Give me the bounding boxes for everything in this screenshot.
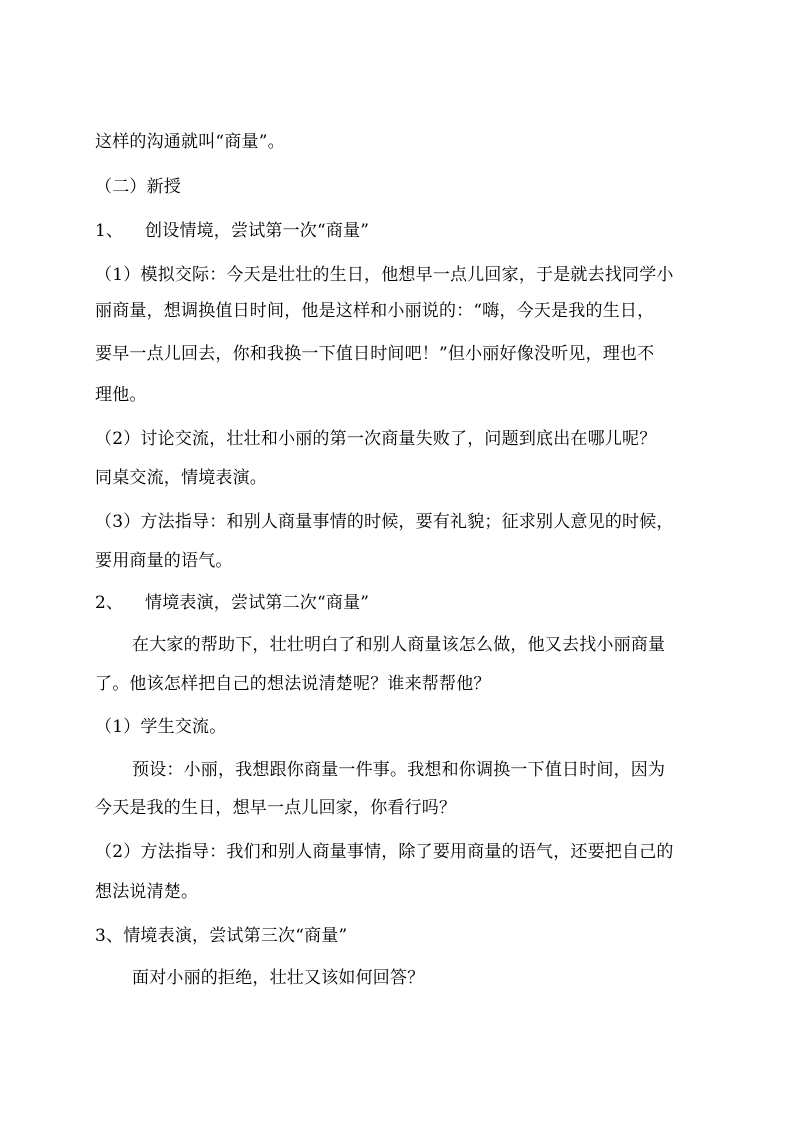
section-heading: （二）新授 [95, 177, 181, 197]
paragraph-line: 想法说清楚。 [95, 882, 199, 902]
paragraph-line: 今天是我的生日，想早一点儿回家，你看行吗？ [95, 798, 457, 818]
paragraph-line: （1）模拟交际：今天是壮壮的生日，他想早一点儿回家，于是就去找同学小 [95, 265, 674, 285]
paragraph-line: 这样的沟通就叫“商量”。 [95, 132, 285, 152]
paragraph-line: 理他。 [95, 385, 147, 405]
paragraph-line: 在大家的帮助下，壮壮明白了和别人商量该怎么做，他又去找小丽商量 [132, 635, 666, 655]
paragraph-line: 了。他该怎样把自己的想法说清楚呢？谁来帮帮他？ [95, 674, 491, 694]
paragraph-line: 同桌交流，情境表演。 [95, 468, 267, 488]
numbered-heading-1 [95, 220, 735, 242]
heading-number: 2、 [95, 593, 124, 613]
paragraph-line: （3）方法指导：和别人商量事情的时候，要有礼貌；征求别人意见的时候， [95, 512, 674, 532]
paragraph-line: （2）方法指导：我们和别人商量事情，除了要用商量的语气，还要把自己的 [95, 842, 674, 862]
paragraph-line: 要早一点儿回去，你和我换一下值日时间吧！”但小丽好像没听见，理也不 [95, 344, 655, 364]
heading-text: 情境表演，尝试第二次“商量” [145, 593, 370, 613]
heading-text: 创设情境，尝试第一次“商量” [145, 221, 370, 241]
paragraph-line: （1）学生交流。 [95, 717, 227, 737]
numbered-heading-2 [95, 592, 735, 614]
numbered-heading-3: 3、情境表演，尝试第三次“商量” [95, 926, 348, 946]
paragraph-line: 预设：小丽，我想跟你商量一件事。我想和你调换一下值日时间，因为 [132, 760, 666, 780]
paragraph-line: 丽商量，想调换值日时间，他是这样和小丽说的：“嗨，今天是我的生日， [95, 301, 655, 321]
paragraph-line: 面对小丽的拒绝，壮壮又该如何回答？ [132, 968, 425, 988]
paragraph-line: 要用商量的语气。 [95, 551, 233, 571]
heading-number: 1、 [95, 221, 124, 241]
paragraph-line: （2）讨论交流，壮壮和小丽的第一次商量失败了，问题到底出在哪儿呢？ [95, 429, 657, 449]
